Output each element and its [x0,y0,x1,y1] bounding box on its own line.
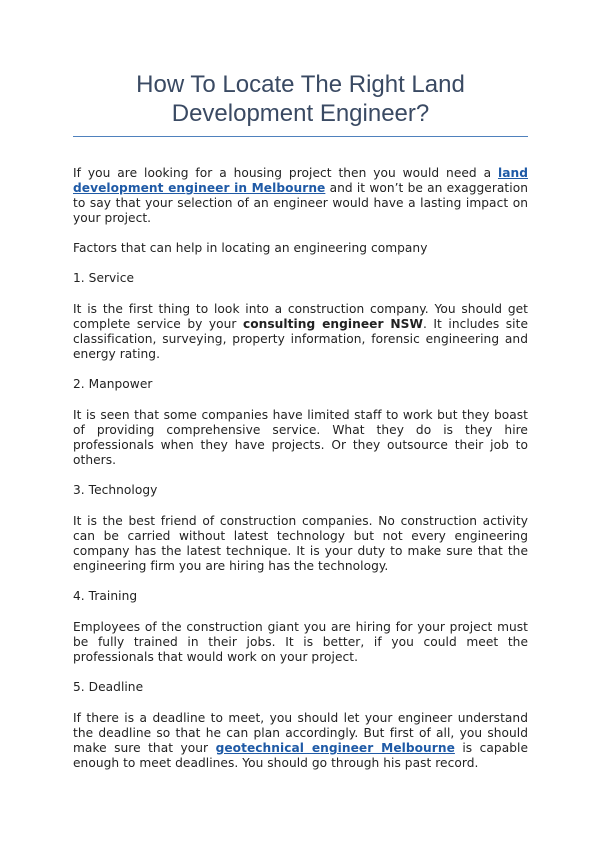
section-text-training: Employees of the construction giant you are hiring for your project must be fully trained in their jobs. It is better, if you could meet the professionals that would work on your project. [73,620,528,664]
deadline-text-before: If there is a deadline to meet, you should let your engineer understand the deadline so that he can plan accordingly. But first of all, you should make sure that your [73,711,528,755]
section-text-technology: It is the best friend of construction companies. No construction activity can be carried without latest technology but not every engineering company has the latest technique. It is your duty to make sure that the engineering firm you are hiring has the technology. [73,514,528,573]
section-heading-manpower: 2. Manpower [73,377,153,391]
intro-text-after: and it won’t be an exaggeration to say that your selection of an engineer would have a lasting impact on your project. [73,181,528,225]
document-page [73,70,528,786]
service-text-after: . It includes site classification, surveying, property information, forensic engineering and energy rating. [73,317,528,361]
section-heading-deadline: 5. Deadline [73,680,144,694]
geotechnical-engineer-link[interactable]: geotechnical engineer Melbourne [215,741,455,755]
title-divider [73,136,528,137]
factors-intro: Factors that can help in locating an engineering company [73,241,428,255]
service-text-before: It is the first thing to look into a construction company. You should get complete service by your [73,302,528,331]
section-text-manpower: It is seen that some companies have limited staff to work but they boast of providing comprehensive service. What they do is they hire professionals when they have projects. Or they outsource their job to others. [73,408,528,467]
section-heading-service: 1. Service [73,271,135,285]
intro-text-before: If you are looking for a housing project then you would need a [73,166,498,180]
consulting-engineer-bold: consulting engineer NSW [242,317,423,331]
section-heading-training: 4. Training [73,589,138,603]
deadline-text-after: is capable enough to meet deadlines. You should go through his past record. [73,741,528,770]
section-heading-technology: 3. Technology [73,483,158,497]
section-text-service [73,302,528,362]
section-text-deadline [73,711,528,771]
title-line-2: Development Engineer? [171,100,430,127]
page-title [73,70,528,136]
title-line-1: How To Locate The Right Land [136,71,465,98]
land-development-engineer-link[interactable]: land development engineer in Melbourne [73,166,528,195]
intro-paragraph [73,166,528,226]
